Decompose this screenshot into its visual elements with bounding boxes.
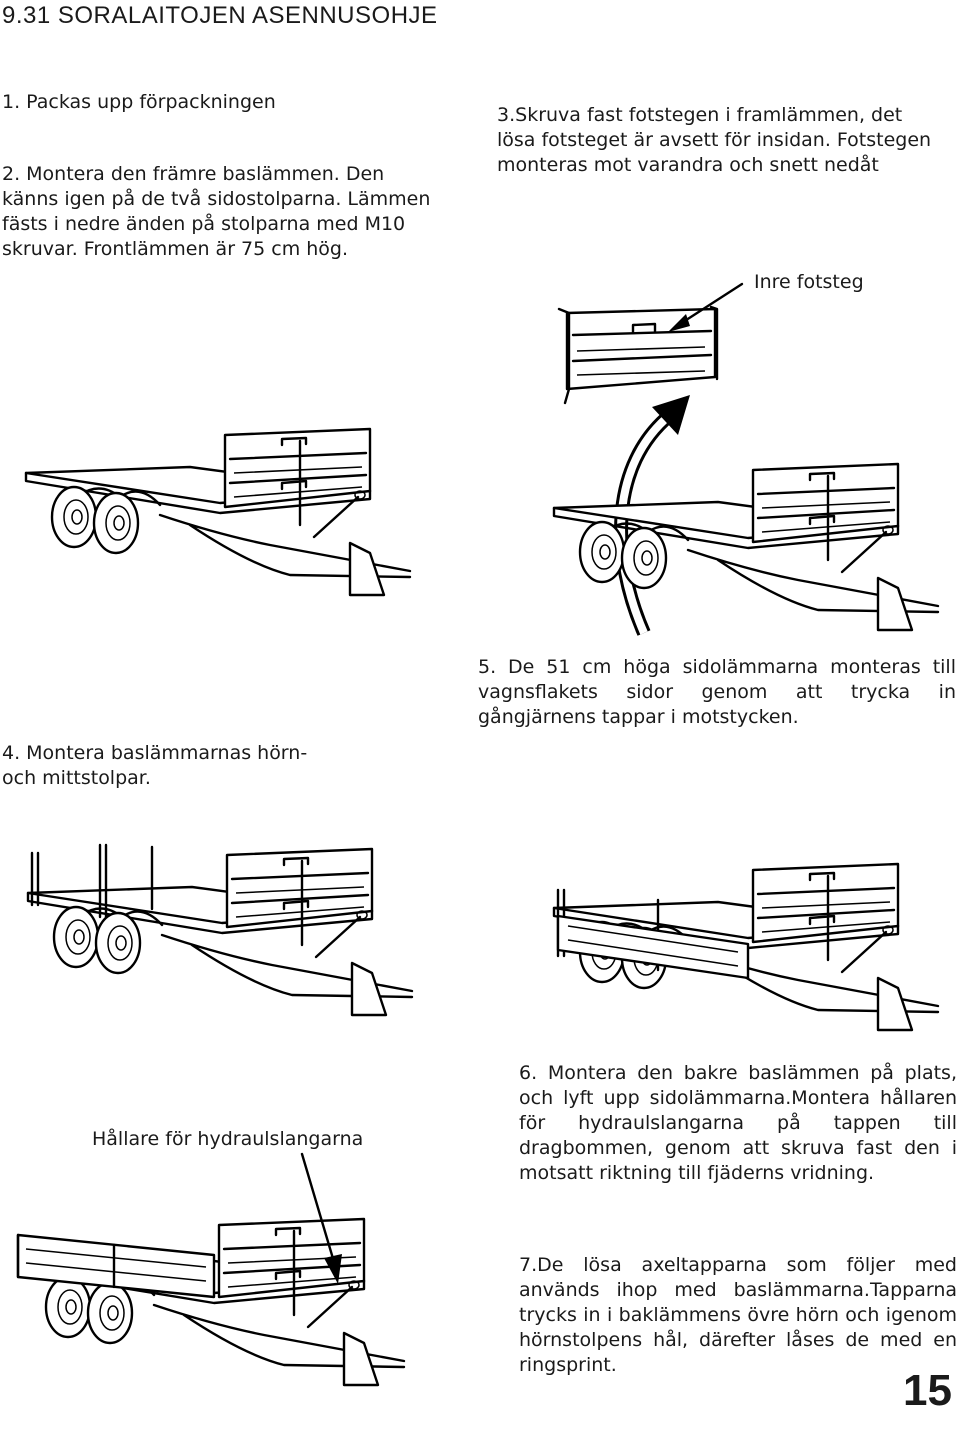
- trailer-illustration-step-2: [20, 425, 420, 610]
- hose-holder-label: Hållare för hydraulslangarna: [92, 1128, 364, 1150]
- trailer-illustration-step-3: [548, 460, 948, 645]
- trailer-illustration-step-6: [14, 1215, 414, 1400]
- page-number: 15: [903, 1366, 952, 1415]
- trailer-illustration-step-5: [548, 860, 948, 1045]
- step-7-text: 7.De lösa axeltapparna som följer med används ihop med baslämmarna.Tapparna trycks in i baklämmens övre hörn och igenom hörnstolpens hål, därefter låses de med en ringsprint.: [519, 1254, 957, 1376]
- page-title: 9.31 SORALAITOJEN ASENNUSOHJE: [2, 2, 438, 29]
- hose-holder-arrow: [290, 1150, 350, 1290]
- inner-step-arrow: [660, 280, 750, 340]
- step-2-text: 2. Montera den främre baslämmen. Den känns igen på de två sidostolparna. Lämmen fästs i nedre änden på stolparna med M10 skruvar. Frontlämmen är 75 cm hög.: [2, 163, 431, 260]
- trailer-illustration-step-4: [22, 845, 422, 1030]
- step-1-text: 1. Packas upp förpackningen: [2, 91, 276, 113]
- step-3-text: 3.Skruva fast fotstegen i framlämmen, det lösa fotsteget är avsett för insidan. Fotstegen monteras mot varandra och snett nedåt: [497, 104, 932, 176]
- step-6-text: 6. Montera den bakre baslämmen på plats, och lyft upp sidolämmarna.Montera hållaren för hydraulslangarna på tappen till dragbommen, genom att skruva fast den i motsatt riktning till fjäderns vridning.: [519, 1062, 957, 1184]
- inner-step-label: Inre fotsteg: [754, 271, 864, 293]
- step-4-text: 4. Montera baslämmarnas hörn- och mittstolpar.: [2, 742, 308, 789]
- step-5-text: 5. De 51 cm höga sidolämmarna monteras till vagnsflakets sidor genom att trycka in gångjärnens tappar i motstycken.: [478, 656, 956, 728]
